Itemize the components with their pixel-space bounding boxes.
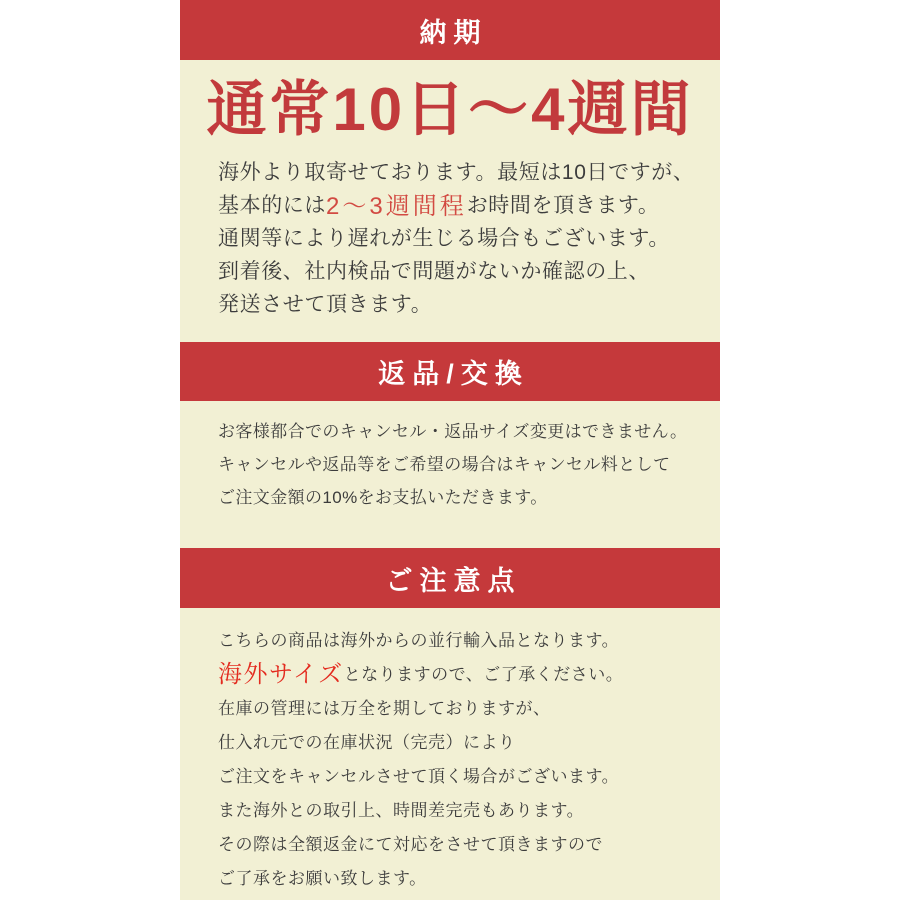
body-text: 到着後、社内検品で問題がないか確認の上、 [218, 260, 650, 283]
delivery-big-title: 通常10日～4週間 [206, 76, 694, 143]
content-column [180, 0, 720, 900]
accent-text: 海外サイズ [218, 661, 344, 688]
cautions-paragraph [218, 624, 702, 896]
text-line [218, 156, 702, 189]
text-line [218, 862, 702, 896]
returns-header-bar [180, 342, 720, 401]
body-text: その際は全額返金にて対応をさせて頂きますので [218, 835, 603, 854]
text-line [218, 415, 702, 448]
text-line [218, 760, 702, 794]
body-text: また海外との取引上、時間差完売もあります。 [218, 801, 585, 820]
text-line [218, 288, 702, 321]
body-text: 通関等により遅れが生じる場合もございます。 [218, 227, 670, 250]
body-text: 発送させて頂きます。 [218, 293, 433, 316]
cautions-header-label: ご注意点 [385, 565, 522, 596]
delivery-header-bar [180, 0, 720, 60]
body-text: 基本的には [218, 194, 326, 217]
text-line [218, 189, 702, 222]
delivery-header-label: 納期 [419, 17, 488, 48]
text-line [218, 448, 702, 481]
text-line [218, 726, 702, 760]
text-line [218, 692, 702, 726]
body-text: こちらの商品は海外からの並行輸入品となります。 [218, 631, 620, 650]
returns-paragraph [218, 415, 702, 514]
body-text: キャンセルや返品等をご希望の場合はキャンセル料として [218, 455, 671, 474]
cautions-header-bar [180, 548, 720, 608]
body-text: ご了承をお願い致します。 [218, 869, 427, 888]
text-line [218, 624, 702, 658]
body-text: 仕入れ元での在庫状況（完売）により [218, 733, 516, 752]
body-text: ご注文をキャンセルさせて頂く場合がございます。 [218, 767, 620, 786]
returns-header-label: 返品/交換 [378, 359, 529, 389]
delivery-paragraph [218, 156, 702, 321]
text-line [218, 658, 702, 692]
body-text: お時間を頂きます。 [466, 194, 660, 217]
accent-text: 2～3週間程 [326, 193, 467, 220]
body-text: ご注文金額の10%をお支払いただきます。 [218, 488, 548, 507]
body-text: 海外より取寄せております。最短は10日ですが、 [218, 161, 695, 184]
text-line [218, 255, 702, 288]
text-line [218, 828, 702, 862]
body-text: お客様都合でのキャンセル・返品サイズ変更はできません。 [218, 422, 688, 441]
body-text: 在庫の管理には万全を期しておりますが、 [218, 699, 551, 718]
text-line [218, 794, 702, 828]
body-text: となりますので、ご了承ください。 [343, 665, 624, 684]
text-line [218, 481, 702, 514]
text-line [218, 222, 702, 255]
